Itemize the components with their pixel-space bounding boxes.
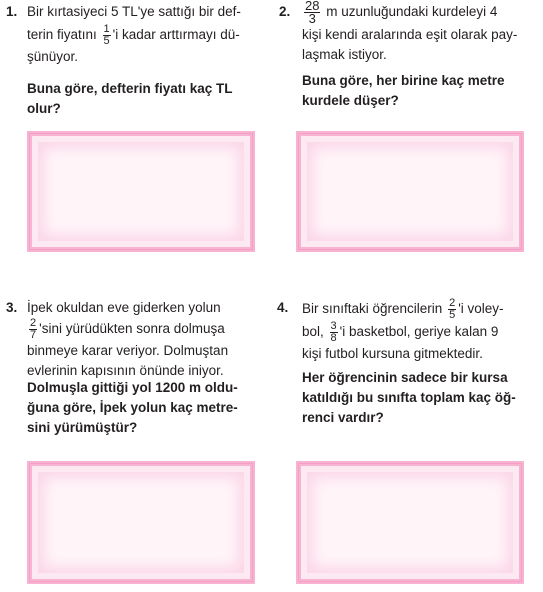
fraction: $\frac{3}{8}$ xyxy=(330,320,337,344)
question-2 xyxy=(270,0,543,120)
text-line: bol, $\frac{3}{8}$ 'i basketbol, geriye kalan 9 xyxy=(302,320,499,344)
text-line: Bir kırtasiyeci 5 TL'ye sattığı bir def- xyxy=(27,4,241,19)
fraction: $\frac{1}{5}$ xyxy=(103,23,110,47)
text-line: şünüyor. xyxy=(27,49,79,64)
text-line: İpek okuldan eve giderken yolun xyxy=(27,300,221,315)
question-prompt: Buna göre, defterin fiyatı kaç TL olur? xyxy=(27,81,233,116)
text-line: terin fiyatını $\frac{1}{5}$ 'i kadar arttırmayı dü- xyxy=(27,23,240,47)
text-line: Bir sınıftaki öğrencilerin $\frac{2}{5}$ 'i voley- xyxy=(302,297,504,321)
question-number: 1. xyxy=(6,4,18,19)
question-prompt: Buna göre, her birine kaç metre kurdele düşer? xyxy=(302,73,505,108)
text-line: $\frac{28}{3}$ m uzunluğundaki kurdeleyi 4 xyxy=(305,0,498,26)
question-number: 2. xyxy=(279,4,291,19)
question-number: 3. xyxy=(6,300,18,315)
question-text xyxy=(302,0,542,65)
answer-box-4[interactable] xyxy=(296,461,524,584)
question-prompt: Her öğrencinin sadece bir kursa katıldığı bu sınıfta toplam kaç öğ- renci vardır? xyxy=(302,370,516,425)
question-text xyxy=(27,298,272,381)
fraction: $\frac{28}{3}$ xyxy=(305,0,320,26)
fraction: $\frac{2}{5}$ xyxy=(449,297,456,321)
question-text xyxy=(302,298,542,364)
text-line: kişi futbol kursuna gitmektedir. xyxy=(302,346,483,361)
fraction: $\frac{2}{7}$ xyxy=(30,317,37,341)
answer-box-1[interactable] xyxy=(27,131,255,252)
question-3 xyxy=(0,296,270,446)
text-line: $\frac{2}{7}$ 'sini yürüdükten sonra dolmuşa xyxy=(30,317,225,341)
question-1 xyxy=(0,0,270,120)
text-line: kişi kendi aralarında eşit olarak pay- xyxy=(302,27,518,42)
text-line: laşmak istiyor. xyxy=(302,47,387,62)
question-number: 4. xyxy=(277,300,289,315)
question-4 xyxy=(270,296,543,446)
answer-box-3[interactable] xyxy=(27,461,255,584)
text-line: evlerinin kapısının önünde iniyor. xyxy=(27,363,224,378)
question-prompt: Dolmuşla gittiği yol 1200 m oldu- ğuna göre, İpek yolun kaç metre- sini yürümüştür? xyxy=(27,380,238,435)
question-text xyxy=(27,2,267,67)
answer-box-2[interactable] xyxy=(296,131,524,252)
text-line: binmeye karar veriyor. Dolmuştan xyxy=(27,343,229,358)
